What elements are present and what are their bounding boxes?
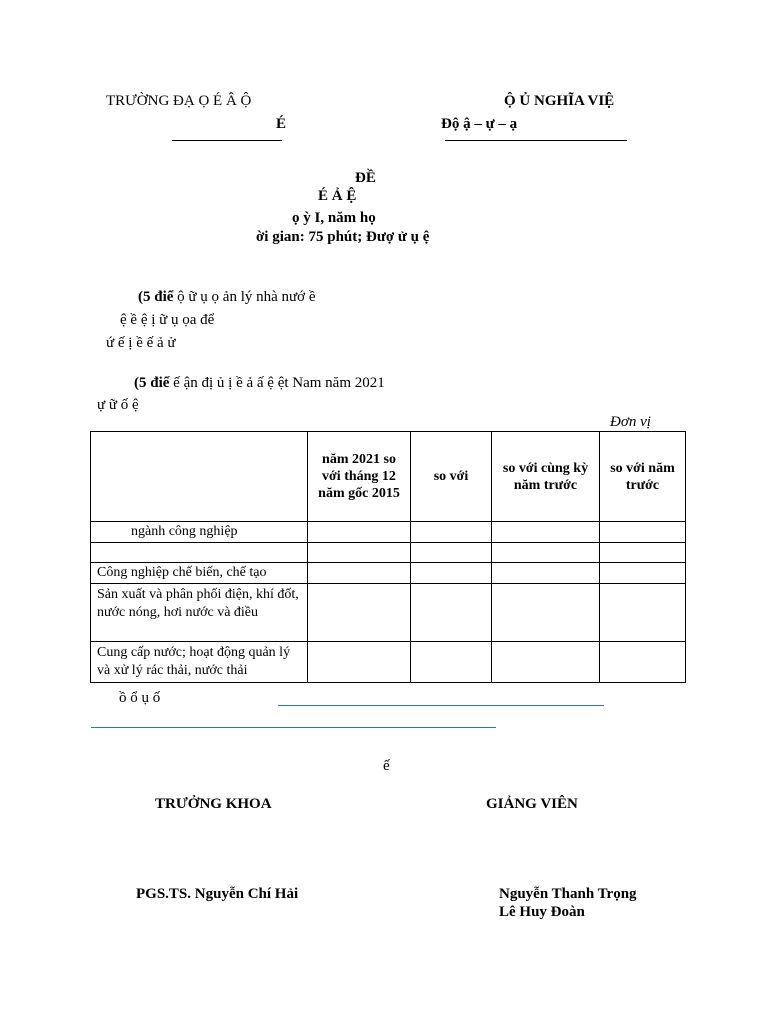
table-row-label <box>91 543 308 563</box>
unit-label: Đơn vị <box>610 414 651 430</box>
exam-subtitle: É Ả Ệ <box>318 188 357 204</box>
question-1-points: (5 điể <box>138 289 174 305</box>
table-row-label: Sản xuất và phân phối điện, khí đốt, nước nóng, hơi nước và điều <box>91 584 308 642</box>
table-row <box>91 543 686 563</box>
table-header-cell: so với năm trước <box>600 432 686 522</box>
table-row-label: Công nghiệp chế biến, chế tạo <box>91 563 308 584</box>
source-link[interactable] <box>278 705 604 706</box>
table-row-label: ngành công nghiệp <box>91 522 308 543</box>
table-header-cell: năm 2021 so với tháng 12 năm gốc 2015 <box>308 432 411 522</box>
signature-left-name: PGS.TS. Nguyễn Chí Hải <box>136 886 299 902</box>
school-faculty: É <box>276 116 287 132</box>
table-header-cell: so với <box>411 432 492 522</box>
table-row <box>91 522 686 543</box>
question-1-line1 <box>138 289 316 306</box>
exam-semester: ọ ỳ I, năm họ <box>292 210 376 226</box>
table-header-cell <box>91 432 308 522</box>
source-link-continued[interactable] <box>91 727 496 728</box>
table-row <box>91 642 686 683</box>
school-name: TRƯỜNG ĐẠ Ọ É Â Ộ <box>106 93 252 109</box>
question-1-line3: ứ ế ị ề ế ả ử <box>106 335 176 351</box>
signature-right-name-1: Nguyễn Thanh Trọng <box>499 886 637 902</box>
table-header-row <box>91 432 686 522</box>
exam-duration: ời gian: 75 phút; Đượ ử ụ ệ <box>256 229 430 245</box>
question-1-line2: ệ ề ệ ị ữ ụ ọa để <box>120 312 215 328</box>
question-2-line1 <box>134 375 385 392</box>
question-2-text: ế ận đị ủ ị ề ả ấ ệ ệt Nam năm 2021 <box>169 375 385 391</box>
table-row-label: Cung cấp nước; hoạt động quản lý và xử lý rác thải, nước thải <box>91 642 308 683</box>
question-1-text: ộ ữ ụ ọ ản lý nhà nướ ề <box>173 289 316 305</box>
signature-left-title: TRƯỞNG KHOA <box>155 796 272 812</box>
signature-right-name-2: Lê Huy Đoàn <box>499 904 585 920</box>
national-title: Ộ Ủ NGHĨA VIỆ <box>504 93 615 109</box>
table-row <box>91 584 686 642</box>
national-motto: Độ ậ – ự – ạ <box>441 116 518 132</box>
exam-title: ĐỀ <box>355 170 376 186</box>
table-row <box>91 563 686 584</box>
header-right-underline <box>445 140 627 141</box>
statistics-table <box>90 431 686 683</box>
source-note: ồ ổ ụ ố <box>119 690 161 706</box>
end-mark: ế <box>383 758 390 774</box>
signature-right-title: GIẢNG VIÊN <box>486 796 578 812</box>
question-2-line2: ự ữ ố ệ <box>97 397 139 413</box>
header-left-underline <box>172 140 282 141</box>
table-header-cell: so với cùng kỳ năm trước <box>492 432 600 522</box>
question-2-points: (5 điể <box>134 375 170 391</box>
